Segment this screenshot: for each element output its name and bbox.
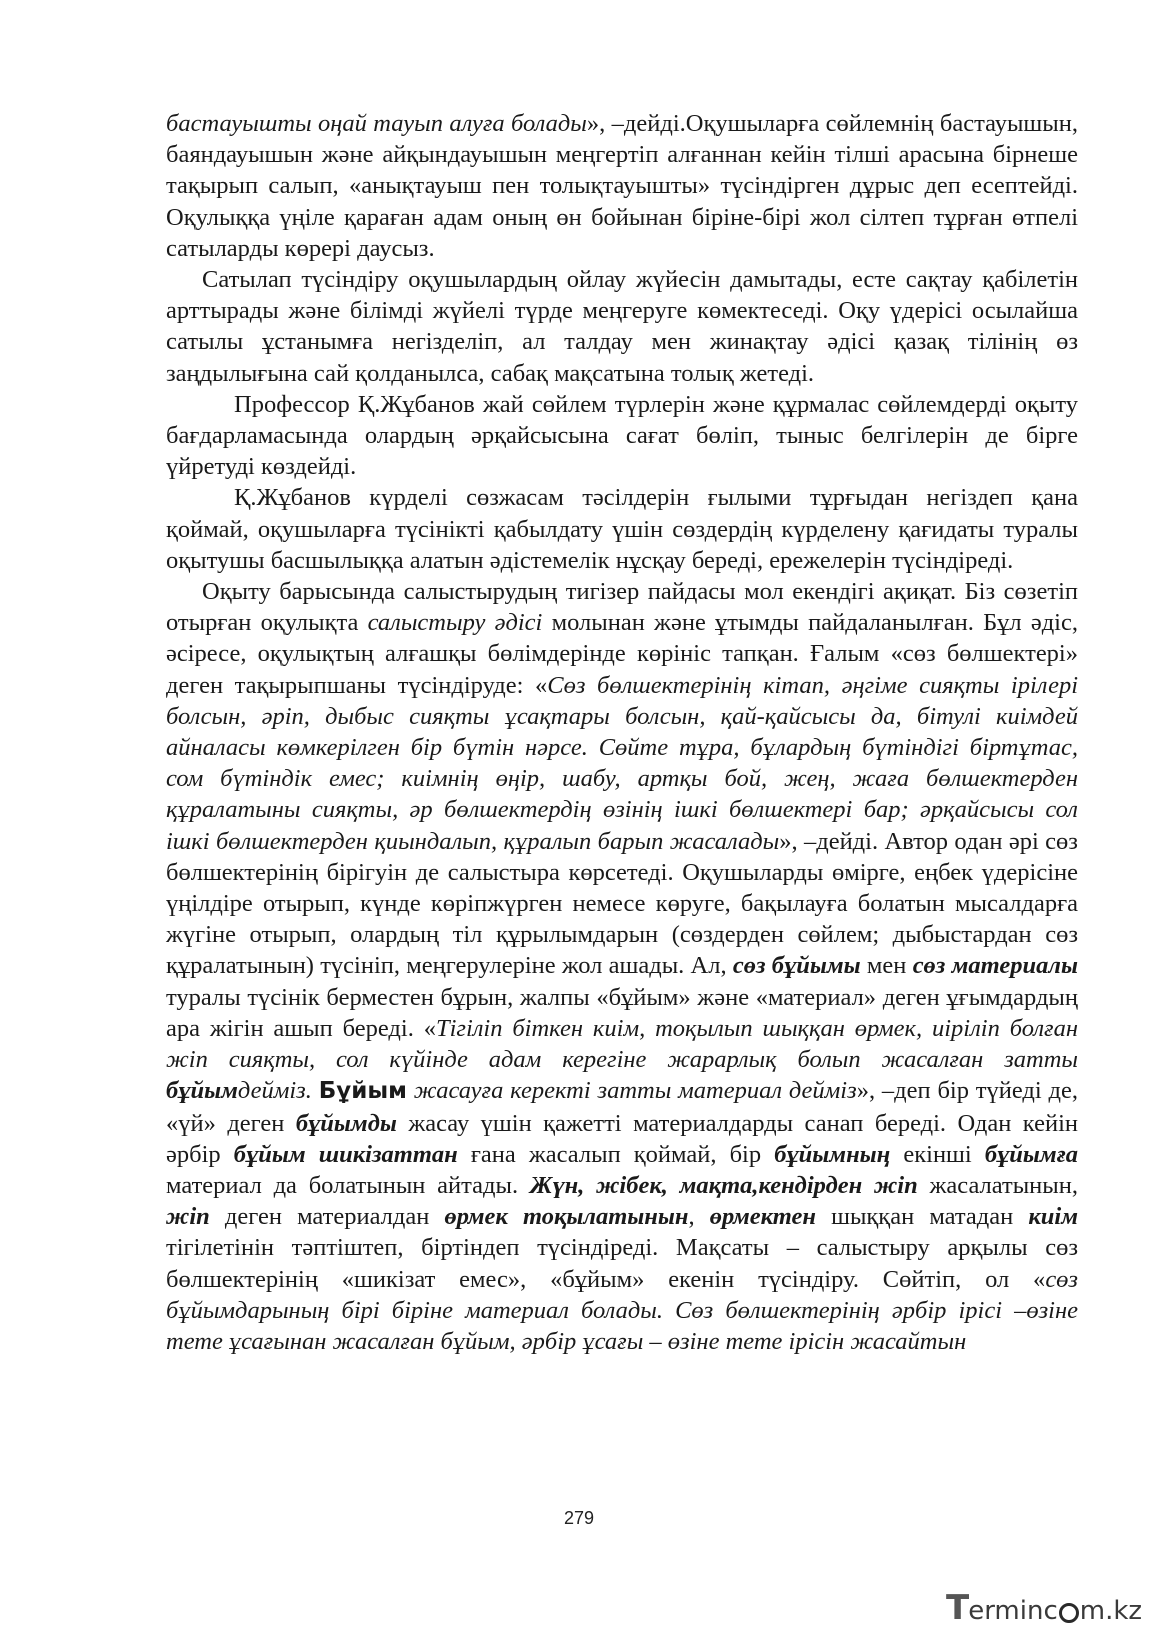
term-bold-italic: бұйым <box>166 1077 238 1105</box>
text-run: жасалатынын, <box>917 1171 1078 1199</box>
term-bold-italic: бұйымға <box>984 1140 1079 1168</box>
quote-italic: Сөз бөлшектерінің кітап, әңгіме сияқты ірілері болсын, әріп, дыбыс сияқты ұсақтары болсын, қай-қайсысы да, бітулі киімдей айналасы көмкерілген бір бүтін нәрсе. Сөйте тұра, бұлардың бүтіндігі біртұтас, сом бүтіндік емес; киімнің өңір, шабу, артқы бой, жең, жаға бөлшектерден құралатыны сияқты, әр бөлшектердің өзінің ішкі бөлшектері бар; әрқайсысы сол ішкі бөлшектерден қиындалып, құралып барып жасалады <box>166 671 1079 855</box>
term-bold-italic: бұйымды <box>295 1109 397 1137</box>
text-run: туралы түсінік берместен бұрын, жалпы «бұйым» және «материал» деген ұғымдардың ара жігін ашып береді. « <box>166 983 1078 1042</box>
term-bold-italic: сөз бұйымы <box>732 952 861 980</box>
term-bold-italic: бұйымның <box>774 1140 891 1168</box>
paragraph-1 <box>166 108 1078 264</box>
text-run: », –дейді. Автор одан әрі сөз бөлшектерінің бірігуін де салыстыра көрсетеді. Оқушыларды өмірге, еңбек үдерісіне үңілдіре отырып, күнде көріпжүрген немесе көруге, бақылауға болатын мысалдарға жүгіне отырып, олардың тіл құрылымдарын (сөздерден сөйлем; дыбыстардан сөз құралатынын) түсініп, меңгерулеріне жол ашады. Ал, <box>166 827 1078 980</box>
text-run: ғана жасалып қоймай, бір <box>457 1140 775 1168</box>
quote-italic: Тігіліп біткен киім, тоқылып шыққан өрмек, иіріліп болған жіп сияқты, сол күйінде адам керегіне жарарлық болып жасалған затты <box>166 1014 1078 1074</box>
term-bold-italic: өрмек тоқылатынын <box>444 1203 689 1231</box>
text-run: », –деп бір түйеді де, «үй» деген <box>166 1077 1078 1137</box>
paragraph-1-text: », –дейді.Оқушыларға сөйлемнің бастауышын, баяндауышын және айқындауышын меңгертіп алғаннан кейін тілші арасына бірнеше тақырып салып, «анықтауыш пен толықтауышты» түсіндірген дұрыс деп есептейді. Оқулыққа үңіле қараған адам оның өн бойынан біріне-бірі жол сілтеп тұрған өтпелі сатыларды көрері даусыз. <box>166 110 1078 262</box>
page-number: 279 <box>563 1508 595 1528</box>
paragraph-3: Профессор Қ.Жұбанов жай сөйлем түрлерін және құрмалас сөйлемдерді оқыту бағдарламасында олардың әрқайсысына сағат бөліп, тыныс белгілерін де бірге үйретуді көздейді. <box>166 390 1078 481</box>
text-run: деген материалдан <box>209 1203 445 1231</box>
text-run: жасау үшін қажетті материалдарды санап береді. Одан кейін әрбір <box>166 1109 1078 1168</box>
term-bold-italic: киім <box>1028 1203 1078 1231</box>
quote-italic: бастауышты оңай тауып алуға болады <box>166 110 587 137</box>
watermark-logo <box>946 1588 1146 1628</box>
paragraph-4: Қ.Жұбанов күрделі сөзжасам тәсілдерін ғылыми тұрғыдан негіздеп қана қоймай, оқушыларға түсінікті қабылдату үшін сөздердің күрделену қағидаты туралы оқытушы басшылыққа алатын әдістемелік нұсқау береді, ережелерін түсіндіреді. <box>166 484 1078 574</box>
term-bold-italic: бұйым шикізаттан <box>233 1140 458 1168</box>
text-run: , <box>688 1203 710 1231</box>
text-run: молынан және ұтымды пайдаланылған. Бұл әдіс, әсіресе, оқулықтың алғашқы бөлімдерінде көрініс тапқан. Ғалым «сөз бөлшектері» деген тақырыпшаны түсіндіруде: « <box>166 609 1078 699</box>
text-run: тігілетінін тәптіштеп, біртіндеп түсіндіреді. Мақсаты – салыстыру арқылы сөз бөлшектерінің «шикізат емес», «бұйым» екенін түсіндіру. Сөйтіп, ол « <box>166 1234 1078 1293</box>
text-run: Оқыту барысында салыстырудың тигізер пайдасы мол екендігі ақиқат. Біз сөзетіп отырған оқулықта <box>166 578 1078 637</box>
paragraph-2: Сатылап түсіндіру оқушылардың ойлау жүйесін дамытады, есте сақтау қабілетін арттырады және білімді жүйелі түрде меңгеруге көмектеседі. Оқу үдерісі осылайша сатылы ұстанымға негізделіп, ал талдау мен жинақтау әдісі қазақ тілінің өз заңдылығына сай қолданылса, сабақ мақсатына толық жетеді. <box>166 266 1078 387</box>
text-run: мен <box>860 952 913 980</box>
term-bold-italic: өрмектен <box>709 1203 816 1231</box>
text-run: материал да болатынын айтады. <box>166 1171 530 1199</box>
logo-text: erminc <box>968 1596 1058 1626</box>
logo-letter: T <box>946 1588 969 1628</box>
logo-text: m.kz <box>1079 1596 1143 1626</box>
term-bold-italic: жіп <box>166 1203 210 1231</box>
logo-ring-icon <box>1059 1603 1079 1623</box>
text-run: екінші <box>890 1140 985 1168</box>
term-bold-italic: сөз материалы <box>912 952 1078 980</box>
quote-italic: сөз бұйымдарының бірі біріне материал болады. Сөз бөлшектерінің әрбір ірісі –өзіне тете ұсағынан жасалған бұйым, әрбір ұсағы – өзіне тете ірісін жасайтын <box>166 1265 1078 1355</box>
text-run: шыққан матадан <box>815 1203 1029 1231</box>
body-text <box>166 108 1078 1357</box>
quote-italic: жасауға керекті затты материал дейміз <box>406 1077 857 1105</box>
term-bold: Бұйым <box>318 1078 407 1105</box>
term-bold-italic: Жүн, жібек, мақта,кендірден жіп <box>529 1171 918 1199</box>
paragraph-5 <box>166 576 1078 1357</box>
term-italic: салыстыру әдісі <box>367 609 543 637</box>
quote-italic: дейміз. <box>237 1077 319 1105</box>
